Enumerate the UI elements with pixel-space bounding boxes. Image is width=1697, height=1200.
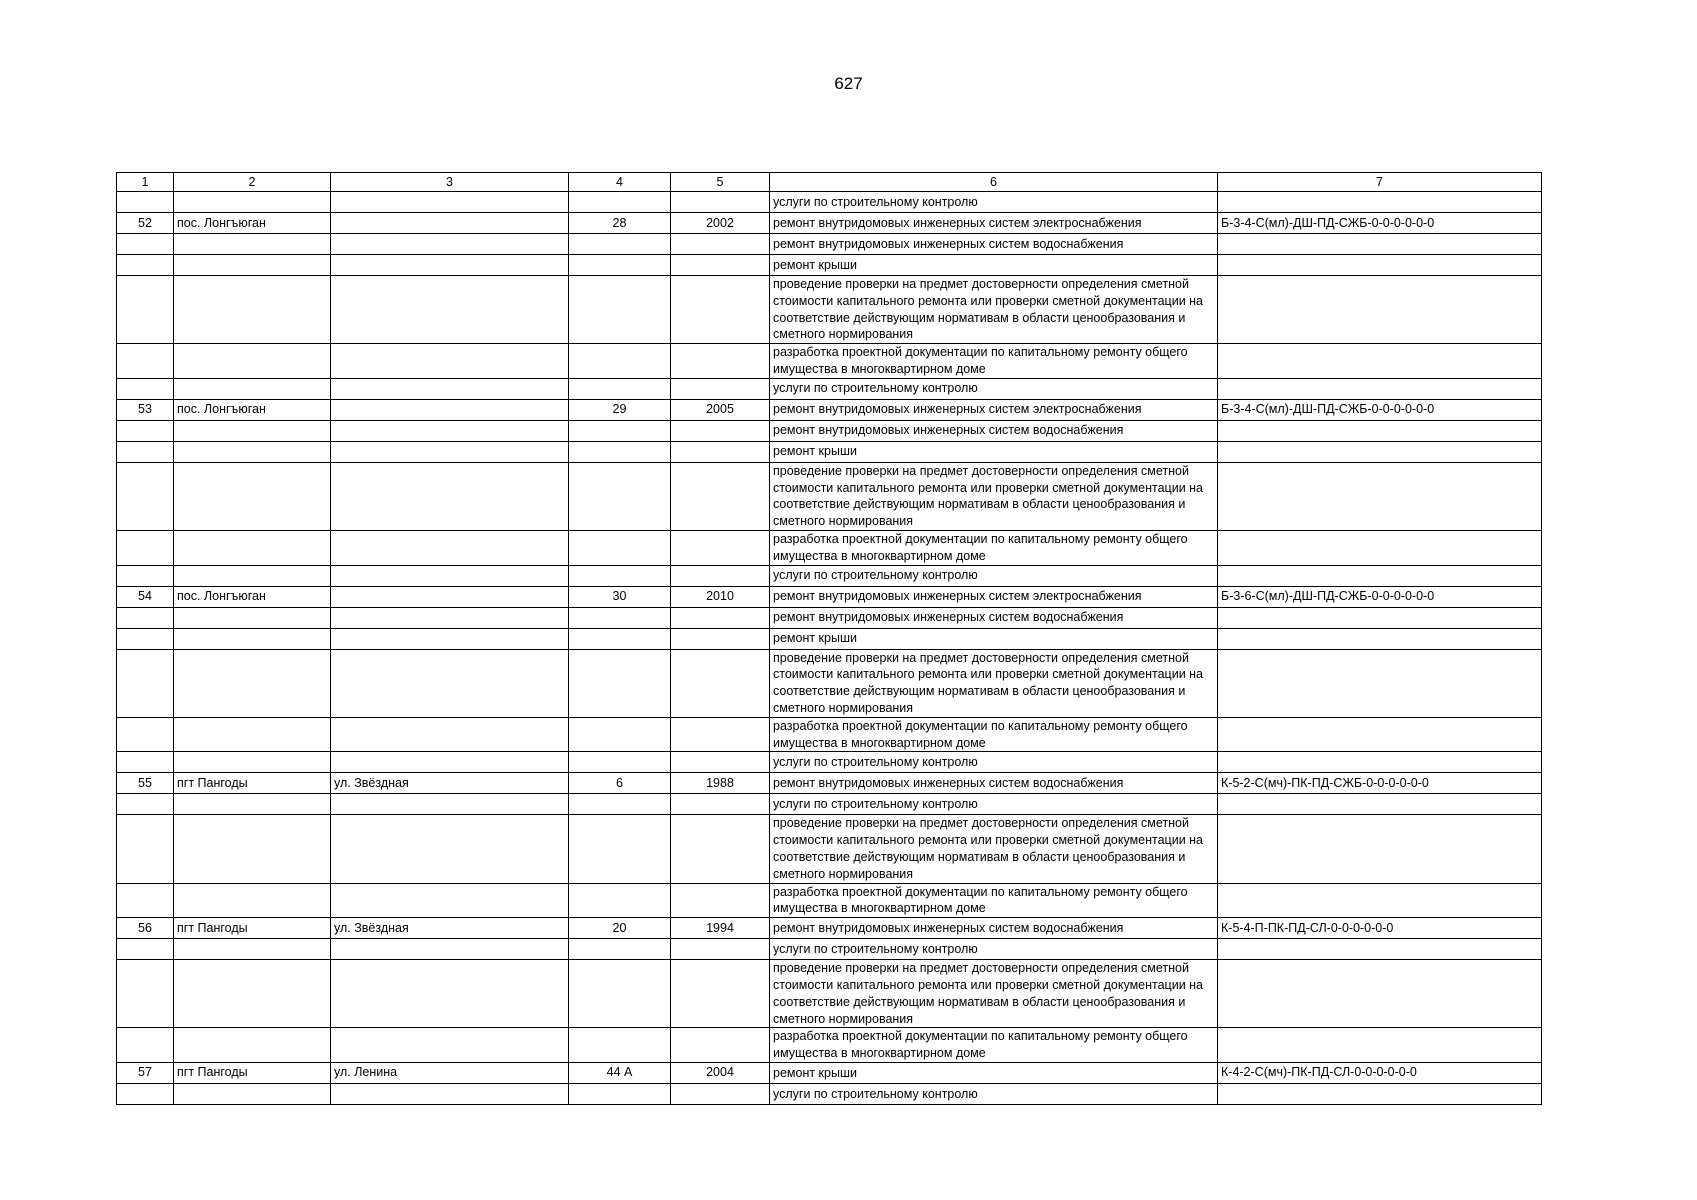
street-cell: [331, 378, 569, 399]
year-cell: [671, 378, 770, 399]
table-row: [117, 530, 1542, 565]
work-type-cell: ремонт внутридомовых инженерных систем электроснабжения: [770, 399, 1218, 420]
header-cell: 2: [174, 173, 331, 192]
table-row: [117, 883, 1542, 918]
house-number-cell: [569, 607, 671, 628]
table-row: [117, 1083, 1542, 1104]
row-number-cell: [117, 234, 174, 255]
house-code-cell: [1218, 628, 1542, 649]
year-cell: [671, 192, 770, 213]
year-cell: [671, 939, 770, 960]
table-row: [117, 565, 1542, 586]
table-row: [117, 441, 1542, 462]
row-number-cell: [117, 1028, 174, 1063]
year-cell: 2002: [671, 213, 770, 234]
header-cell: 1: [117, 173, 174, 192]
table-body: [117, 192, 1542, 1105]
street-cell: [331, 752, 569, 773]
house-number-cell: [569, 649, 671, 717]
house-number-cell: [569, 628, 671, 649]
year-cell: [671, 1083, 770, 1104]
street-cell: [331, 815, 569, 883]
row-number-cell: [117, 717, 174, 752]
repair-program-table: [116, 172, 1542, 1105]
table-row: [117, 586, 1542, 607]
street-cell: [331, 883, 569, 918]
house-code-cell: [1218, 234, 1542, 255]
year-cell: [671, 883, 770, 918]
house-number-cell: [569, 752, 671, 773]
street-cell: [331, 1083, 569, 1104]
row-number-cell: [117, 530, 174, 565]
locality-cell: [174, 441, 331, 462]
year-cell: [671, 752, 770, 773]
street-cell: [331, 234, 569, 255]
row-number-cell: [117, 960, 174, 1028]
street-cell: ул. Звёздная: [331, 918, 569, 939]
work-type-cell: ремонт крыши: [770, 255, 1218, 276]
row-number-cell: [117, 939, 174, 960]
locality-cell: [174, 649, 331, 717]
locality-cell: [174, 255, 331, 276]
house-code-cell: [1218, 420, 1542, 441]
street-cell: [331, 717, 569, 752]
work-type-cell: услуги по строительному контролю: [770, 752, 1218, 773]
year-cell: [671, 960, 770, 1028]
table-row: [117, 794, 1542, 815]
locality-cell: [174, 344, 331, 379]
table-row: [117, 1028, 1542, 1063]
house-code-cell: [1218, 192, 1542, 213]
house-number-cell: [569, 717, 671, 752]
work-type-cell: ремонт внутридомовых инженерных систем водоснабжения: [770, 773, 1218, 794]
street-cell: [331, 276, 569, 344]
year-cell: [671, 276, 770, 344]
house-code-cell: К-5-4-П-ПК-ПД-СЛ-0-0-0-0-0-0: [1218, 918, 1542, 939]
work-type-cell: услуги по строительному контролю: [770, 939, 1218, 960]
year-cell: 1994: [671, 918, 770, 939]
table-row: [117, 607, 1542, 628]
house-code-cell: [1218, 939, 1542, 960]
locality-cell: пгт Пангоды: [174, 918, 331, 939]
year-cell: [671, 530, 770, 565]
house-number-cell: [569, 420, 671, 441]
table-row: [117, 628, 1542, 649]
year-cell: [671, 462, 770, 530]
locality-cell: [174, 1028, 331, 1063]
work-type-cell: ремонт внутридомовых инженерных систем водоснабжения: [770, 234, 1218, 255]
locality-cell: пос. Лонгъюган: [174, 399, 331, 420]
street-cell: [331, 1028, 569, 1063]
work-type-cell: разработка проектной документации по капитальному ремонту общего имущества в многоквартирном доме: [770, 883, 1218, 918]
year-cell: [671, 717, 770, 752]
house-number-cell: [569, 939, 671, 960]
locality-cell: [174, 628, 331, 649]
house-code-cell: [1218, 752, 1542, 773]
row-number-cell: [117, 649, 174, 717]
work-type-cell: разработка проектной документации по капитальному ремонту общего имущества в многоквартирном доме: [770, 717, 1218, 752]
work-type-cell: ремонт внутридомовых инженерных систем водоснабжения: [770, 420, 1218, 441]
row-number-cell: [117, 192, 174, 213]
house-code-cell: Б-3-4-С(мл)-ДШ-ПД-СЖБ-0-0-0-0-0-0: [1218, 213, 1542, 234]
year-cell: 2004: [671, 1062, 770, 1083]
year-cell: [671, 344, 770, 379]
street-cell: [331, 794, 569, 815]
year-cell: [671, 234, 770, 255]
table-row: [117, 344, 1542, 379]
year-cell: [671, 649, 770, 717]
street-cell: [331, 344, 569, 379]
house-number-cell: [569, 344, 671, 379]
house-number-cell: [569, 565, 671, 586]
work-type-cell: проведение проверки на предмет достоверности определения сметной стоимости капитального ремонта или проверки сметной документации на соответствие действующим нормативам в области ценообразования и сметного нормирования: [770, 462, 1218, 530]
row-number-cell: 57: [117, 1062, 174, 1083]
year-cell: 2005: [671, 399, 770, 420]
house-number-cell: [569, 378, 671, 399]
house-number-cell: [569, 234, 671, 255]
house-number-cell: [569, 530, 671, 565]
street-cell: ул. Ленина: [331, 1062, 569, 1083]
row-number-cell: 54: [117, 586, 174, 607]
street-cell: [331, 399, 569, 420]
locality-cell: пгт Пангоды: [174, 773, 331, 794]
year-cell: [671, 794, 770, 815]
house-code-cell: [1218, 530, 1542, 565]
locality-cell: [174, 607, 331, 628]
house-number-cell: 6: [569, 773, 671, 794]
house-number-cell: [569, 1083, 671, 1104]
table-row: [117, 255, 1542, 276]
table-row: [117, 192, 1542, 213]
house-code-cell: К-5-2-С(мч)-ПК-ПД-СЖБ-0-0-0-0-0-0: [1218, 773, 1542, 794]
house-code-cell: [1218, 649, 1542, 717]
house-number-cell: 20: [569, 918, 671, 939]
header-cell: 7: [1218, 173, 1542, 192]
header-cell: 6: [770, 173, 1218, 192]
year-cell: [671, 1028, 770, 1063]
house-code-cell: [1218, 815, 1542, 883]
work-type-cell: услуги по строительному контролю: [770, 378, 1218, 399]
house-code-cell: [1218, 794, 1542, 815]
work-type-cell: ремонт крыши: [770, 628, 1218, 649]
work-type-cell: ремонт внутридомовых инженерных систем водоснабжения: [770, 607, 1218, 628]
work-type-cell: услуги по строительному контролю: [770, 794, 1218, 815]
table-row: [117, 918, 1542, 939]
street-cell: [331, 530, 569, 565]
year-cell: [671, 607, 770, 628]
header-cell: 4: [569, 173, 671, 192]
house-code-cell: [1218, 717, 1542, 752]
house-number-cell: [569, 441, 671, 462]
row-number-cell: 55: [117, 773, 174, 794]
year-cell: 2010: [671, 586, 770, 607]
header-cell: 3: [331, 173, 569, 192]
street-cell: [331, 441, 569, 462]
locality-cell: [174, 717, 331, 752]
year-cell: [671, 628, 770, 649]
street-cell: [331, 649, 569, 717]
table-row: [117, 276, 1542, 344]
locality-cell: [174, 1083, 331, 1104]
house-code-cell: [1218, 255, 1542, 276]
house-code-cell: Б-3-4-С(мл)-ДШ-ПД-СЖБ-0-0-0-0-0-0: [1218, 399, 1542, 420]
row-number-cell: 56: [117, 918, 174, 939]
house-number-cell: [569, 192, 671, 213]
house-number-cell: 44 А: [569, 1062, 671, 1083]
table-row: [117, 939, 1542, 960]
street-cell: [331, 255, 569, 276]
work-type-cell: проведение проверки на предмет достоверности определения сметной стоимости капитального ремонта или проверки сметной документации на соответствие действующим нормативам в области ценообразования и сметного нормирования: [770, 960, 1218, 1028]
house-code-cell: К-4-2-С(мч)-ПК-ПД-СЛ-0-0-0-0-0-0: [1218, 1062, 1542, 1083]
row-number-cell: [117, 607, 174, 628]
table-row: [117, 815, 1542, 883]
locality-cell: [174, 939, 331, 960]
house-code-cell: Б-3-6-С(мл)-ДШ-ПД-СЖБ-0-0-0-0-0-0: [1218, 586, 1542, 607]
street-cell: [331, 960, 569, 1028]
work-type-cell: проведение проверки на предмет достоверности определения сметной стоимости капитального ремонта или проверки сметной документации на соответствие действующим нормативам в области ценообразования и сметного нормирования: [770, 815, 1218, 883]
row-number-cell: 53: [117, 399, 174, 420]
table-row: [117, 649, 1542, 717]
work-type-cell: ремонт внутридомовых инженерных систем водоснабжения: [770, 918, 1218, 939]
row-number-cell: [117, 883, 174, 918]
row-number-cell: [117, 344, 174, 379]
street-cell: [331, 462, 569, 530]
row-number-cell: [117, 462, 174, 530]
work-type-cell: услуги по строительному контролю: [770, 1083, 1218, 1104]
row-number-cell: [117, 420, 174, 441]
locality-cell: [174, 378, 331, 399]
street-cell: [331, 420, 569, 441]
locality-cell: пос. Лонгъюган: [174, 586, 331, 607]
street-cell: [331, 628, 569, 649]
street-cell: [331, 565, 569, 586]
house-number-cell: [569, 462, 671, 530]
table-row: [117, 773, 1542, 794]
table-row: [117, 399, 1542, 420]
house-number-cell: [569, 1028, 671, 1063]
row-number-cell: [117, 441, 174, 462]
house-number-cell: [569, 960, 671, 1028]
house-code-cell: [1218, 344, 1542, 379]
table-row: [117, 960, 1542, 1028]
house-number-cell: [569, 255, 671, 276]
locality-cell: [174, 883, 331, 918]
house-code-cell: [1218, 441, 1542, 462]
locality-cell: [174, 192, 331, 213]
locality-cell: [174, 960, 331, 1028]
locality-cell: [174, 565, 331, 586]
house-code-cell: [1218, 960, 1542, 1028]
locality-cell: [174, 462, 331, 530]
year-cell: [671, 441, 770, 462]
street-cell: [331, 607, 569, 628]
house-code-cell: [1218, 378, 1542, 399]
work-type-cell: ремонт внутридомовых инженерных систем электроснабжения: [770, 586, 1218, 607]
work-type-cell: разработка проектной документации по капитальному ремонту общего имущества в многоквартирном доме: [770, 344, 1218, 379]
table-row: [117, 462, 1542, 530]
house-code-cell: [1218, 462, 1542, 530]
table-row: [117, 420, 1542, 441]
locality-cell: [174, 752, 331, 773]
row-number-cell: [117, 1083, 174, 1104]
locality-cell: пос. Лонгъюган: [174, 213, 331, 234]
row-number-cell: [117, 794, 174, 815]
locality-cell: [174, 420, 331, 441]
house-code-cell: [1218, 276, 1542, 344]
house-code-cell: [1218, 565, 1542, 586]
work-type-cell: услуги по строительному контролю: [770, 565, 1218, 586]
work-type-cell: ремонт крыши: [770, 441, 1218, 462]
row-number-cell: 52: [117, 213, 174, 234]
year-cell: 1988: [671, 773, 770, 794]
table-row: [117, 234, 1542, 255]
house-number-cell: [569, 815, 671, 883]
work-type-cell: проведение проверки на предмет достоверности определения сметной стоимости капитального ремонта или проверки сметной документации на соответствие действующим нормативам в области ценообразования и сметного нормирования: [770, 276, 1218, 344]
locality-cell: [174, 276, 331, 344]
year-cell: [671, 815, 770, 883]
house-number-cell: 29: [569, 399, 671, 420]
street-cell: [331, 586, 569, 607]
row-number-cell: [117, 752, 174, 773]
table-row: [117, 378, 1542, 399]
house-code-cell: [1218, 607, 1542, 628]
street-cell: [331, 939, 569, 960]
house-code-cell: [1218, 883, 1542, 918]
house-code-cell: [1218, 1083, 1542, 1104]
table-row: [117, 752, 1542, 773]
locality-cell: [174, 234, 331, 255]
house-number-cell: [569, 276, 671, 344]
work-type-cell: ремонт внутридомовых инженерных систем электроснабжения: [770, 213, 1218, 234]
locality-cell: пгт Пангоды: [174, 1062, 331, 1083]
locality-cell: [174, 815, 331, 883]
row-number-cell: [117, 276, 174, 344]
year-cell: [671, 420, 770, 441]
row-number-cell: [117, 378, 174, 399]
work-type-cell: ремонт крыши: [770, 1062, 1218, 1083]
locality-cell: [174, 794, 331, 815]
year-cell: [671, 565, 770, 586]
table-row: [117, 717, 1542, 752]
street-cell: [331, 213, 569, 234]
house-code-cell: [1218, 1028, 1542, 1063]
street-cell: ул. Звёздная: [331, 773, 569, 794]
house-number-cell: 28: [569, 213, 671, 234]
street-cell: [331, 192, 569, 213]
work-type-cell: проведение проверки на предмет достоверности определения сметной стоимости капитального ремонта или проверки сметной документации на соответствие действующим нормативам в области ценообразования и сметного нормирования: [770, 649, 1218, 717]
work-type-cell: услуги по строительному контролю: [770, 192, 1218, 213]
year-cell: [671, 255, 770, 276]
row-number-cell: [117, 815, 174, 883]
house-number-cell: [569, 883, 671, 918]
work-type-cell: разработка проектной документации по капитальному ремонту общего имущества в многоквартирном доме: [770, 1028, 1218, 1063]
header-row: [117, 173, 1542, 192]
row-number-cell: [117, 255, 174, 276]
page-number: 627: [834, 74, 863, 93]
locality-cell: [174, 530, 331, 565]
house-number-cell: 30: [569, 586, 671, 607]
table-row: [117, 1062, 1542, 1083]
header-cell: 5: [671, 173, 770, 192]
row-number-cell: [117, 628, 174, 649]
table-row: [117, 213, 1542, 234]
house-number-cell: [569, 794, 671, 815]
row-number-cell: [117, 565, 174, 586]
work-type-cell: разработка проектной документации по капитальному ремонту общего имущества в многоквартирном доме: [770, 530, 1218, 565]
